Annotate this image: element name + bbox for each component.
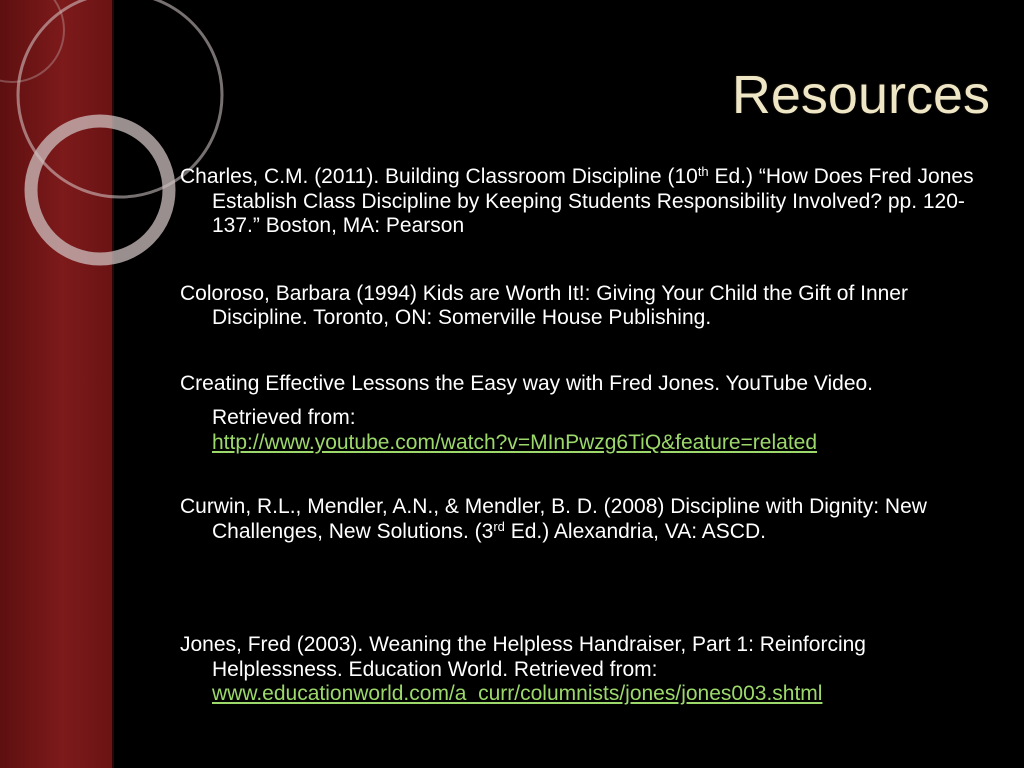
slide-title: Resources <box>731 65 990 125</box>
reference-item-youtube: Creating Effective Lessons the Easy way with Fred Jones. YouTube Video. <box>180 371 874 395</box>
reference-retrieved-youtube <box>180 406 980 455</box>
reference-item-curwin: Curwin, R.L., Mendler, A.N., & Mendler, B. D. (2008) Discipline with Dignity: New Challenges, New Solutions. (3rd Ed.) Alexandria, VA: ASCD. <box>180 495 927 543</box>
reference-list <box>180 165 980 707</box>
youtube-link[interactable]: http://www.youtube.com/watch?v=MInPwzg6TiQ&feature=related <box>212 430 818 454</box>
reference-item-jones: Jones, Fred (2003). Weaning the Helpless Handraiser, Part 1: Reinforcing Helplessness. Education World. Retrieved from: www.educationworld.com/a_curr/columnists/jones/jones003.shtml <box>180 633 866 705</box>
reference-item-coloroso: Coloroso, Barbara (1994) Kids are Worth It!: Giving Your Child the Gift of Inner Discipline. Toronto, ON: Somerville House Publishing. <box>180 281 908 329</box>
side-band <box>0 0 114 768</box>
retrieved-label: Retrieved from: <box>212 406 356 429</box>
reference-item-charles: Charles, C.M. (2011). Building Classroom Discipline (10th Ed.) “How Does Fred Jones Establish Class Discipline by Keeping Students Responsibility Involved? pp. 120-137.” Boston, MA: Pearson <box>180 164 974 237</box>
education-world-link[interactable]: www.educationworld.com/a_curr/columnists/jones/jones003.shtml <box>212 682 823 705</box>
